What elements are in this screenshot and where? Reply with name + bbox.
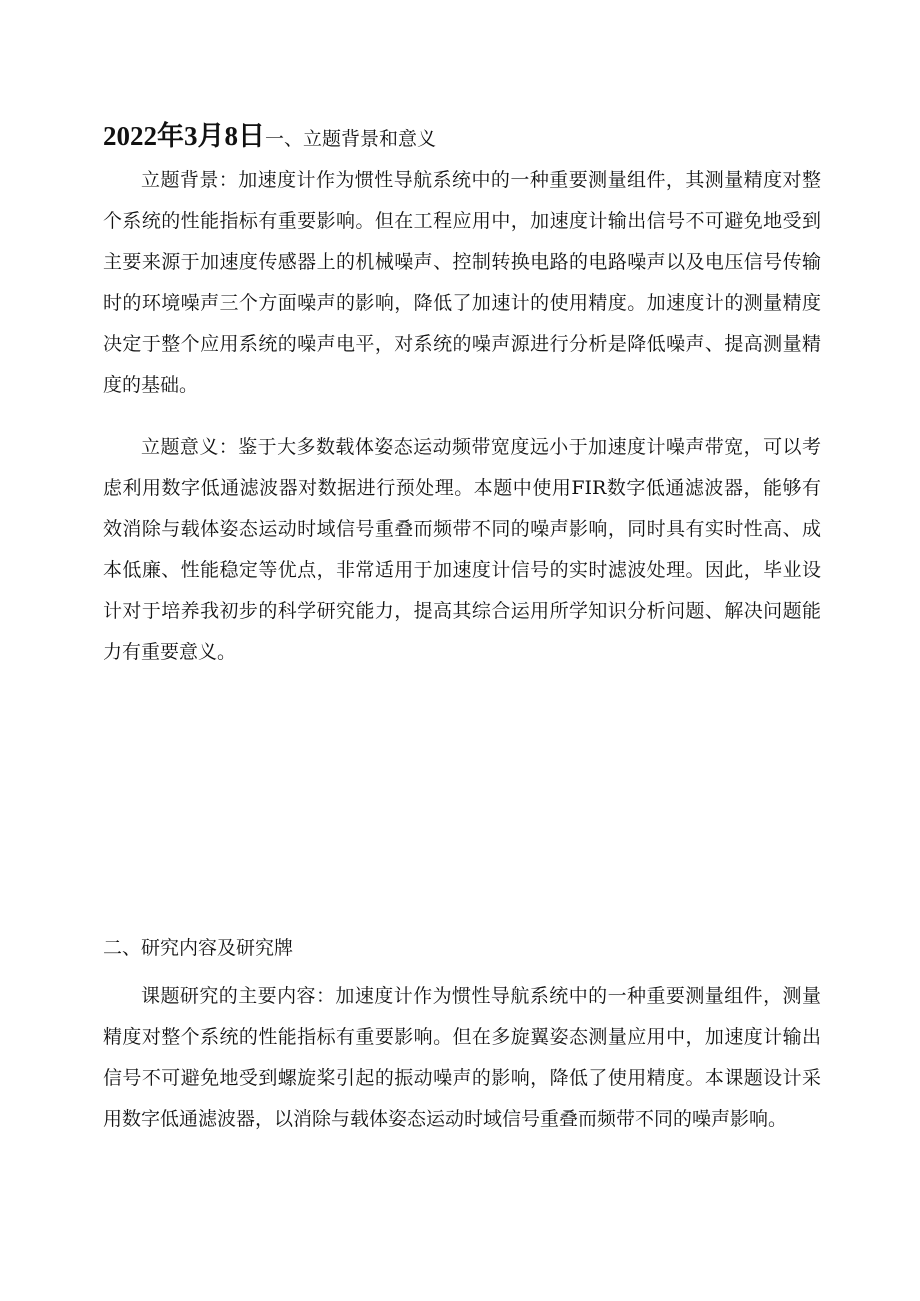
section-one-title: 一、立题背景和意义 xyxy=(265,128,437,150)
section-two-title: 二、研究内容及研究牌 xyxy=(103,937,294,959)
background-paragraph: 立题背景：加速度计作为惯性导航系统中的一种重要测量组件，其测量精度对整个系统的性能指标有重要影响。但在工程应用中，加速度计输出信号不可避免地受到主要来源于加速度传感器上的机械噪声、控制转换电路的电路噪声以及电压信号传输时的环境噪声三个方面噪声的影响，降低了加速计的使用精度。加速度计的测量精度决定于整个应用系统的噪声电平，对系统的噪声源进行分析是降低噪声、提高测量精度的基础。 xyxy=(103,169,821,396)
heading-line xyxy=(103,112,823,164)
significance-paragraph: 立题意义：鉴于大多数载体姿态运动频带宽度远小于加速度计噪声带宽，可以考虑利用数字低通滤波器对数据进行预处理。本题中使用FIR数字低通滤波器，能够有效消除与载体姿态运动时域信号重叠而频带不同的噪声影响，同时具有实时性高、成本低廉、性能稳定等优点，非常适用于加速度计信号的实时滤波处理。因此，毕业设计对于培养我初步的科学研究能力，提高其综合运用所学知识分析问题、解决问题能力有重要意义。 xyxy=(103,436,821,663)
document-date: 2022年3月8日 xyxy=(103,121,265,151)
research-content-paragraph: 课题研究的主要内容：加速度计作为惯性导航系统中的一种重要测量组件，测量精度对整个系统的性能指标有重要影响。但在多旋翼姿态测量应用中，加速度计输出信号不可避免地受到螺旋桨引起的振动噪声的影响，降低了使用精度。本课题设计采用数字低通滤波器，以消除与载体姿态运动时域信号重叠而频带不同的噪声影响。 xyxy=(103,985,821,1130)
